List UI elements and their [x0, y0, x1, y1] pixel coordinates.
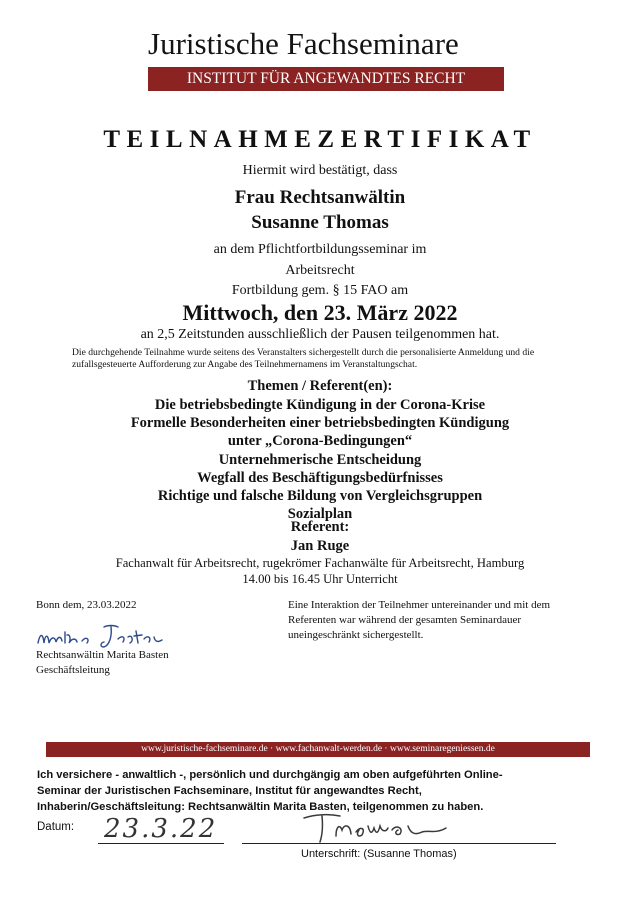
certificate-title: TEILNAHMEZERTIFIKAT [103, 126, 537, 153]
signatory-role: Geschäftsleitung [36, 664, 110, 676]
topic-item: unter „Corona-Bedingungen“ [227, 433, 413, 450]
topic-item: Richtige und falsche Bildung von Vergleichsgruppen [157, 488, 483, 505]
declaration-line2: Seminar der Juristischen Fachseminare, Institut für angewandtes Recht, [37, 785, 422, 797]
logo-title: Juristische Fachseminare [148, 26, 459, 61]
logo-subtitle-band: INSTITUT FÜR ANGEWANDTES RECHT [148, 67, 504, 91]
confirm-line: Hiermit wird bestätigt, dass [242, 163, 398, 178]
website-footer-band: www.juristische-fachseminare.de · www.fachanwalt-werden.de · www.seminaregeniessen.de [46, 742, 590, 757]
declaration-line1: Ich versichere - anwaltlich -, persönlich und durchgängig am oben aufgeführten Online- [37, 769, 503, 781]
signatory-name: Rechtsanwältin Marita Basten [36, 649, 169, 661]
place-date: Bonn dem, 23.03.2022 [36, 599, 137, 611]
topic-item: Sozialplan [287, 506, 353, 523]
hours-line: an 2,5 Zeitstunden ausschließlich der Pausen teilgenommen hat. [140, 327, 500, 342]
signature-label: Unterschrift: (Susanne Thomas) [301, 848, 457, 860]
time-line: 14.00 bis 16.45 Uhr Unterricht [242, 572, 398, 586]
speaker-title: Fachanwalt für Arbeitsrecht, rugekrömer Fachanwälte für Arbeitsrecht, Hamburg [115, 556, 525, 570]
topic-item: Formelle Besonderheiten einer betriebsbedingten Kündigung [130, 415, 510, 432]
interaction-note-line3: uneingeschränkt sichergestellt. [288, 629, 424, 641]
topics-list [0, 396, 640, 523]
speaker-heading: Referent: [290, 519, 350, 535]
topics-heading: Themen / Referent(en): [247, 378, 393, 394]
participant-name-line2: Susanne Thomas [251, 212, 389, 233]
handwritten-date: 23.3.22 [104, 814, 218, 844]
participant-name-line1: Frau Rechtsanwältin [234, 187, 406, 208]
interaction-note-line2: Referenten war während der gesamten Seminardauer [288, 614, 522, 626]
date-line [98, 843, 224, 844]
participation-notice [72, 347, 572, 371]
interaction-note-line1: Eine Interaktion der Teilnehmer untereinander und mit dem [288, 599, 551, 611]
signature-line [242, 843, 556, 844]
interaction-note [288, 598, 588, 643]
declaration-line3: Inhaberin/Geschäftsleitung: Rechtsanwältin Marita Basten, teilgenommen zu haben. [37, 801, 484, 813]
date-label: Datum: [37, 821, 75, 833]
speaker-name: Jan Ruge [290, 538, 350, 554]
topic-item: Die betriebsbedingte Kündigung in der Corona-Krise [154, 397, 486, 413]
participant-signature [296, 808, 466, 848]
topic-item: Wegfall des Beschäftigungsbedürfnisses [197, 469, 443, 486]
seminar-date: Mittwoch, den 23. März 2022 [182, 300, 458, 325]
topic-item: Unternehmerische Entscheidung [218, 451, 422, 468]
participation-notice-line1: Die durchgehende Teilnahme wurde seitens des Veranstalters sichergestellt durch die personalisierte Anmeldung und die [72, 347, 535, 358]
seminar-subject: Arbeitsrecht [285, 263, 355, 278]
seminar-line: an dem Pflichtfortbildungsseminar im [213, 242, 427, 257]
participation-notice-line2: zufallsgesteuerte Aufforderung zur Angabe des Teilnehmernamens im Veranstaltungschat. [72, 359, 418, 370]
training-line: Fortbildung gem. § 15 FAO am [231, 283, 409, 298]
